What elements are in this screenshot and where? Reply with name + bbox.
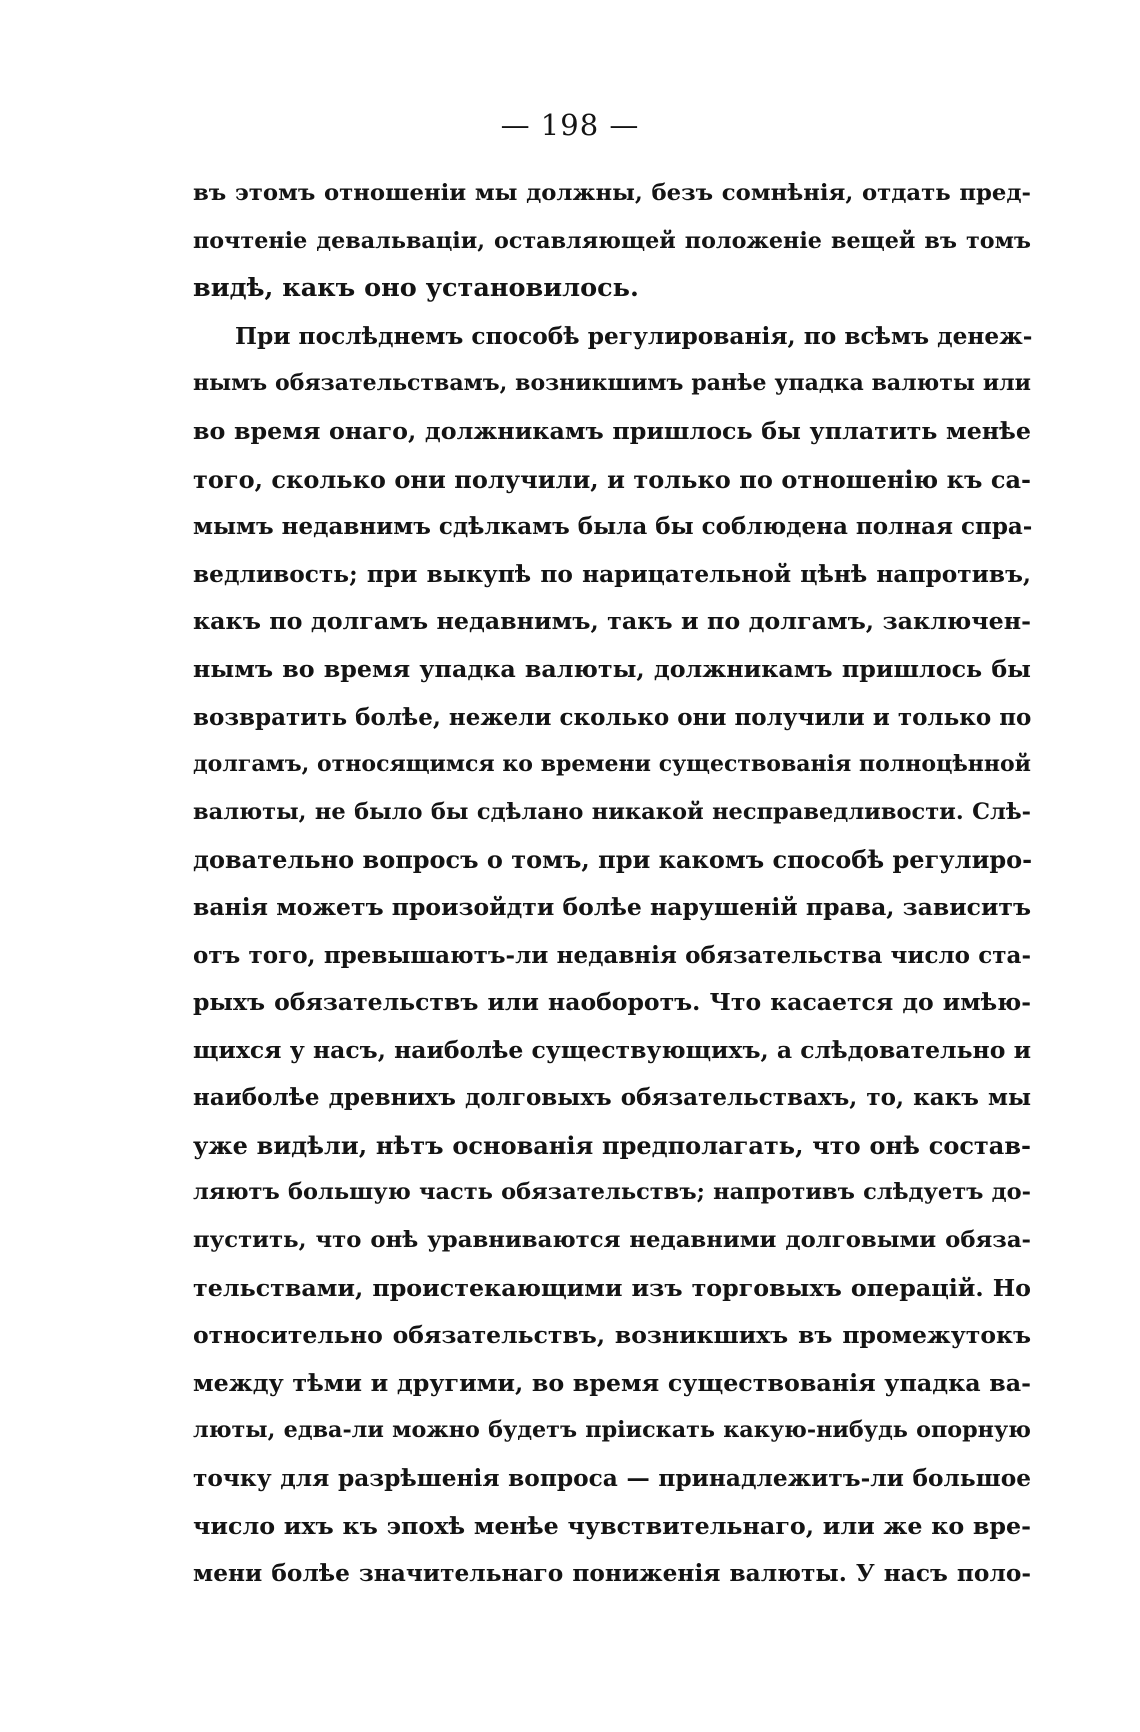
page-number: — 198 —	[500, 108, 640, 142]
text-line: долгамъ, относящимся ко времени существованiя полноцѣнной	[193, 751, 1031, 778]
text-line: относительно обязательствъ, возникшихъ въ промежутокъ	[193, 1321, 1031, 1350]
text-line: наиболѣе древнихъ долговыхъ обязательствахъ, то, какъ мы	[193, 1084, 1031, 1112]
body-text	[193, 170, 1031, 1598]
text-line: почтенiе девальвацiи, оставляющей положенiе вещей въ томъ	[193, 227, 1031, 254]
text-line: между тѣми и другими, во время существованiя упадка ва-	[193, 1368, 1031, 1397]
text-line: число ихъ къ эпохѣ менѣе чувствительнаго, или же ко вре-	[193, 1511, 1031, 1540]
text-line: ведливость; при выкупѣ по нарицательной цѣнѣ напротивъ,	[193, 560, 1031, 588]
text-line: возвратить болѣе, нежели сколько они получили и только по	[193, 703, 1032, 731]
text-line: отъ того, превышаютъ-ли недавнiя обязательства число ста-	[193, 941, 1031, 969]
text-line: щихся у насъ, наиболѣе существующихъ, а слѣдовательно и	[193, 1035, 1032, 1064]
text-line: мени болѣе значительнаго пониженiя валюты. У насъ поло-	[193, 1560, 1031, 1588]
text-line: пустить, что онѣ уравниваются недавними долговыми обяза-	[193, 1227, 1031, 1254]
text-line: ляютъ большую часть обязательствъ; напротивъ слѣдуетъ до-	[193, 1179, 1031, 1206]
text-line: рыхъ обязательствъ или наоборотъ. Что касается до имѣю-	[193, 988, 1031, 1017]
text-line: нымъ обязательствамъ, возникшимъ ранѣе упадка валюты или	[193, 370, 1031, 397]
text-line: во время онаго, должникамъ пришлось бы уплатить менѣе	[193, 416, 1031, 445]
text-line: При послѣднемъ способѣ регулированiя, по всѣмъ денеж-	[235, 322, 1033, 350]
text-line: люты, едва-ли можно будетъ прiискать какую-нибудь опорную	[193, 1417, 1031, 1444]
text-line: видѣ, какъ оно установилось.	[193, 273, 639, 304]
text-line: валюты, не было бы сдѣлано никакой несправедливости. Слѣ-	[193, 798, 1031, 825]
text-line: того, сколько они получили, и только по отношенiю къ са-	[193, 464, 1031, 494]
text-line: уже видѣли, нѣтъ основанiя предполагать, что онѣ состав-	[193, 1130, 1031, 1160]
text-line: точку для разрѣшенiя вопроса — принадлежитъ-ли большое	[193, 1465, 1031, 1493]
text-line: ванiя можетъ произойдти болѣе нарушенiй права, зависитъ	[193, 892, 1031, 921]
text-line: въ этомъ отношенiи мы должны, безъ сомнѣнiя, отдать пред-	[193, 180, 1031, 206]
text-line: довательно вопросъ о томъ, при какомъ способѣ регулиро-	[193, 845, 1033, 875]
text-line: тельствами, проистекающими изъ торговыхъ операцiй. Но	[193, 1273, 1031, 1302]
text-line: нымъ во время упадка валюты, должникамъ пришлось бы	[193, 654, 1031, 683]
text-line: какъ по долгамъ недавнимъ, такъ и по долгамъ, заключен-	[193, 607, 1031, 636]
text-line: мымъ недавнимъ сдѣлкамъ была бы соблюдена полная спра-	[193, 513, 1033, 541]
